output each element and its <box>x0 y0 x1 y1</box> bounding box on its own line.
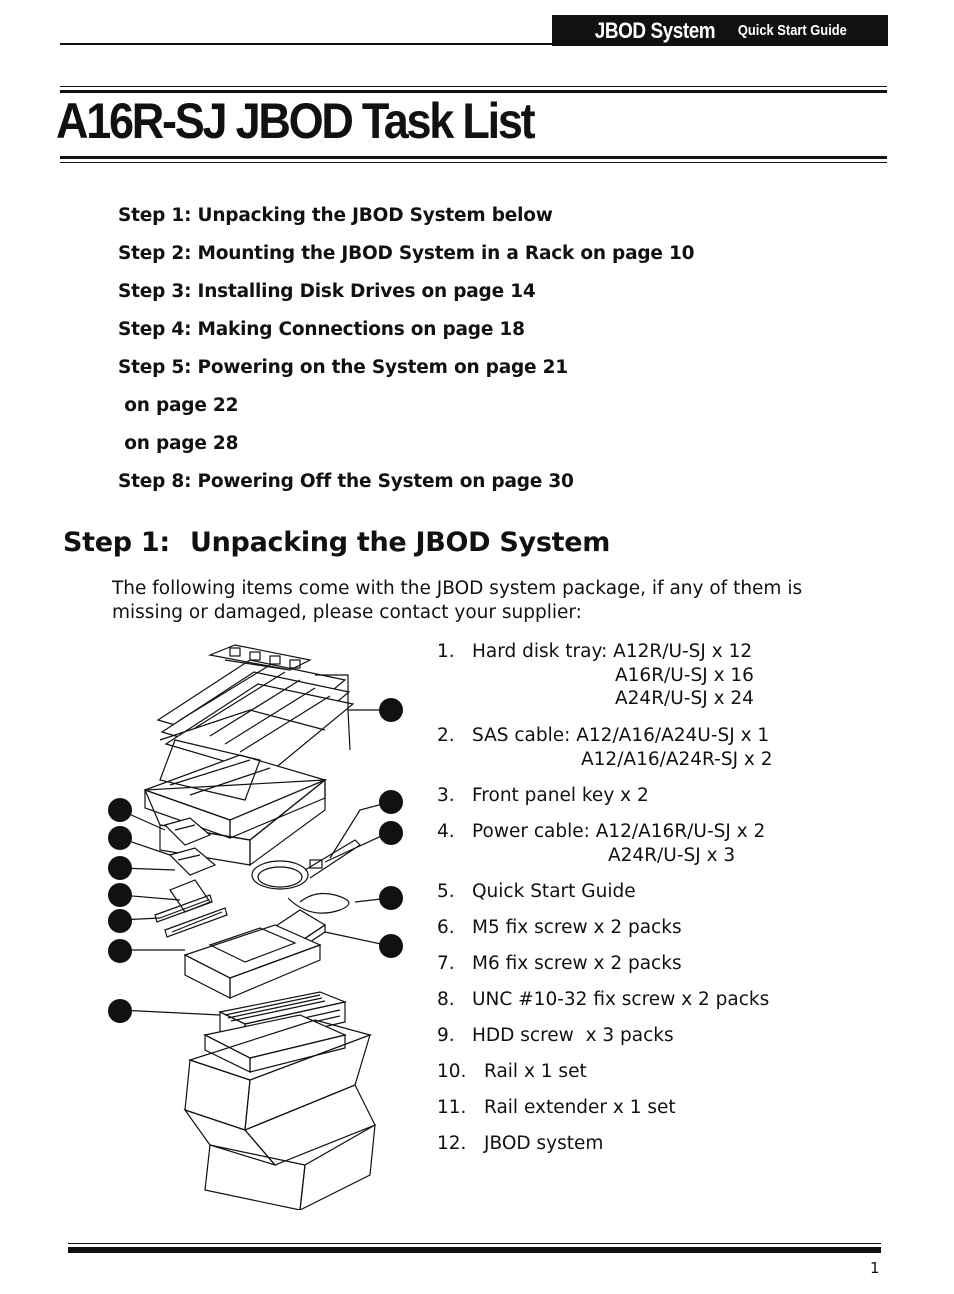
list-item <box>437 952 773 988</box>
item-number: 3. <box>437 785 455 806</box>
item-text: Power cable: A12/A16R/U-SJ x 2 <box>472 821 766 842</box>
list-item <box>437 640 773 724</box>
list-item <box>437 724 773 784</box>
task-link-step-7[interactable]: on page 28 <box>118 433 239 454</box>
list-item <box>437 1132 773 1168</box>
header-title: JBOD System <box>594 17 715 43</box>
header-subtitle: Quick Start Guide <box>737 22 847 39</box>
item-number: 2. <box>437 725 455 746</box>
item-text: Quick Start Guide <box>472 881 636 902</box>
item-text: M5 fix screw x 2 packs <box>472 917 682 938</box>
list-item <box>437 1060 773 1096</box>
task-link-step-1[interactable]: Step 1: Unpacking the JBOD System below <box>118 205 553 226</box>
list-item <box>437 784 773 820</box>
header-badge <box>552 15 888 46</box>
item-text: SAS cable: A12/A16/A24U-SJ x 1 <box>472 725 770 746</box>
item-number: 8. <box>437 989 455 1010</box>
rails <box>155 880 227 937</box>
item-text: Hard disk tray: A12R/U-SJ x 12 <box>472 641 753 662</box>
task-link-step-5[interactable]: Step 5: Powering on the System on page 21 <box>118 357 568 378</box>
item-text-cont: A24R/U-SJ x 24 <box>615 688 754 709</box>
title-rule-bottom-thick <box>60 156 887 159</box>
list-item <box>437 880 773 916</box>
section-intro: The following items come with the JBOD system package, if any of them is missing or damaged, please contact your supplier: <box>112 578 803 623</box>
item-number: 11. <box>437 1097 467 1118</box>
item-text-cont: A12/A16/A24R-SJ x 2 <box>581 748 773 770</box>
footer-rule-thin <box>68 1243 881 1244</box>
list-item <box>437 916 773 952</box>
item-text: JBOD system <box>484 1133 604 1154</box>
list-item <box>437 1024 773 1060</box>
middle-foam <box>185 925 320 998</box>
task-link-step-2[interactable]: Step 2: Mounting the JBOD System in a Rack on page 10 <box>118 243 695 264</box>
task-link-step-4[interactable]: Step 4: Making Connections on page 18 <box>118 319 525 340</box>
page-number: 1 <box>870 1259 880 1277</box>
list-item <box>437 1096 773 1132</box>
item-text: HDD screw x 3 packs <box>472 1025 674 1046</box>
title-rule-top-thin <box>60 86 887 87</box>
task-link-step-6[interactable]: on page 22 <box>118 395 239 416</box>
list-item <box>437 988 773 1024</box>
section-number: Step 1: <box>63 527 170 558</box>
item-text: UNC #10-32 fix screw x 2 packs <box>472 989 770 1010</box>
item-number: 12. <box>437 1133 467 1154</box>
task-list <box>118 203 694 507</box>
item-number: 9. <box>437 1025 455 1046</box>
package-contents-illustration <box>100 640 420 1210</box>
item-text: Rail extender x 1 set <box>484 1097 676 1118</box>
item-text: Front panel key x 2 <box>472 785 649 806</box>
header-rule <box>60 43 554 45</box>
page-title: A16R-SJ JBOD Task List <box>56 93 534 149</box>
task-link-step-8[interactable]: Step 8: Powering Off the System on page 30 <box>118 471 574 492</box>
item-text-cont: A24R/U-SJ x 3 <box>608 844 736 866</box>
item-number: 4. <box>437 821 455 842</box>
footer-rule-thick <box>68 1247 881 1253</box>
title-rule-bottom-thin <box>60 162 887 163</box>
item-number: 5. <box>437 881 455 902</box>
section-heading <box>63 527 610 558</box>
item-number: 7. <box>437 953 455 974</box>
package-items-list <box>437 640 773 1168</box>
screw-packs <box>165 818 215 875</box>
disk-tray-stack <box>158 645 353 774</box>
bottom-foam <box>205 1015 345 1072</box>
list-item <box>437 820 773 880</box>
item-number: 10. <box>437 1061 467 1082</box>
section-title: Unpacking the JBOD System <box>190 527 611 558</box>
task-link-step-3[interactable]: Step 3: Installing Disk Drives on page 14 <box>118 281 536 302</box>
item-text: Rail x 1 set <box>484 1061 587 1082</box>
item-text-cont: A16R/U-SJ x 16 <box>615 664 754 686</box>
item-text: M6 fix screw x 2 packs <box>472 953 682 974</box>
item-number: 1. <box>437 641 455 662</box>
item-number: 6. <box>437 917 455 938</box>
